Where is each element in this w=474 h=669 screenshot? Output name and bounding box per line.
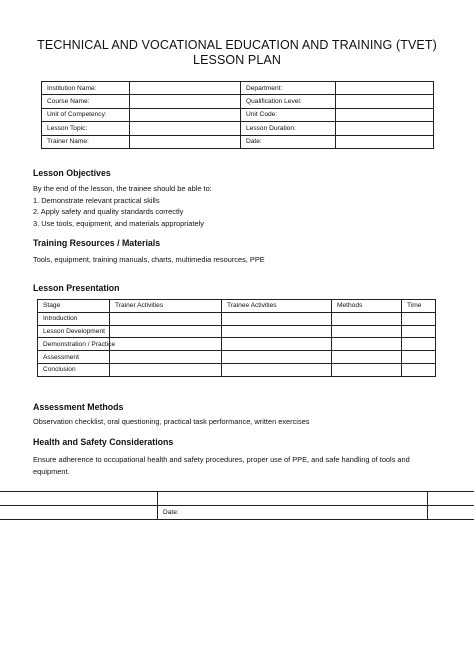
health-text: Ensure adherence to occupational health and safety procedures, proper use of PPE, and safe handling of tools and xyxy=(33,455,410,464)
stage-cell: Demonstration / Practice xyxy=(38,338,110,351)
objective-item: 1. Demonstrate relevant practical skills xyxy=(33,195,160,205)
table-header-row xyxy=(38,300,436,313)
table-row xyxy=(38,351,436,364)
info-value xyxy=(336,122,434,135)
info-label: Trainer Name: xyxy=(42,135,130,148)
stage-cell: Introduction xyxy=(38,312,110,325)
info-value xyxy=(336,95,434,108)
info-row xyxy=(42,82,434,95)
info-label: Unit of Competency: xyxy=(42,108,130,121)
info-label: Qualification Level: xyxy=(241,95,336,108)
info-row xyxy=(42,108,434,121)
table-row xyxy=(38,325,436,338)
table-row xyxy=(38,312,436,325)
info-value xyxy=(336,82,434,95)
info-label: Institution Name: xyxy=(42,82,130,95)
column-header: Stage xyxy=(38,300,110,313)
column-header: Trainee Activities xyxy=(222,300,332,313)
info-label: Course Name: xyxy=(42,95,130,108)
stage-cell: Conclusion xyxy=(38,363,110,376)
stage-cell: Lesson Development xyxy=(38,325,110,338)
info-value xyxy=(336,108,434,121)
info-label: Unit Code: xyxy=(241,108,336,121)
document-subtitle: LESSON PLAN xyxy=(193,53,281,67)
document-title: TECHNICAL AND VOCATIONAL EDUCATION AND TRAINING (TVET) xyxy=(37,38,437,52)
info-label: Department: xyxy=(241,82,336,95)
objectives-intro: By the end of the lesson, the trainee should be able to: xyxy=(33,184,212,193)
info-label: Lesson Topic: xyxy=(42,122,130,135)
info-value xyxy=(130,108,241,121)
info-row xyxy=(42,122,434,135)
health-text: equipment. xyxy=(33,466,70,476)
presentation-heading: Lesson Presentation xyxy=(33,283,120,293)
objective-item: 3. Use tools, equipment, and materials appropriately xyxy=(33,218,204,228)
info-value xyxy=(130,122,241,135)
signature-table xyxy=(0,491,474,520)
table-row xyxy=(38,338,436,351)
info-value xyxy=(130,82,241,95)
info-value xyxy=(130,135,241,148)
info-row xyxy=(42,95,434,108)
date-label: Date: xyxy=(158,506,428,520)
info-row xyxy=(42,135,434,148)
table-row xyxy=(38,363,436,376)
resources-heading: Training Resources / Materials xyxy=(33,238,161,248)
info-label: Date: xyxy=(241,135,336,148)
resources-text: Tools, equipment, training manuals, charts, multimedia resources, PPE xyxy=(33,255,265,264)
objectives-heading: Lesson Objectives xyxy=(33,168,111,178)
assessment-heading: Assessment Methods xyxy=(33,402,124,412)
assessment-text: Observation checklist, oral questioning, practical task performance, written exercises xyxy=(33,417,310,426)
signature-row xyxy=(0,506,474,520)
signature-row xyxy=(0,492,474,506)
column-header: Time xyxy=(402,300,436,313)
info-label: Lesson Duration: xyxy=(241,122,336,135)
column-header: Methods xyxy=(332,300,402,313)
health-heading: Health and Safety Considerations xyxy=(33,437,174,447)
objective-item: 2. Apply safety and quality standards correctly xyxy=(33,207,184,216)
info-value xyxy=(130,95,241,108)
presentation-table xyxy=(37,299,436,377)
column-header: Trainer Activities xyxy=(110,300,222,313)
stage-cell: Assessment xyxy=(38,351,110,364)
info-table xyxy=(41,81,434,149)
info-value xyxy=(336,135,434,148)
